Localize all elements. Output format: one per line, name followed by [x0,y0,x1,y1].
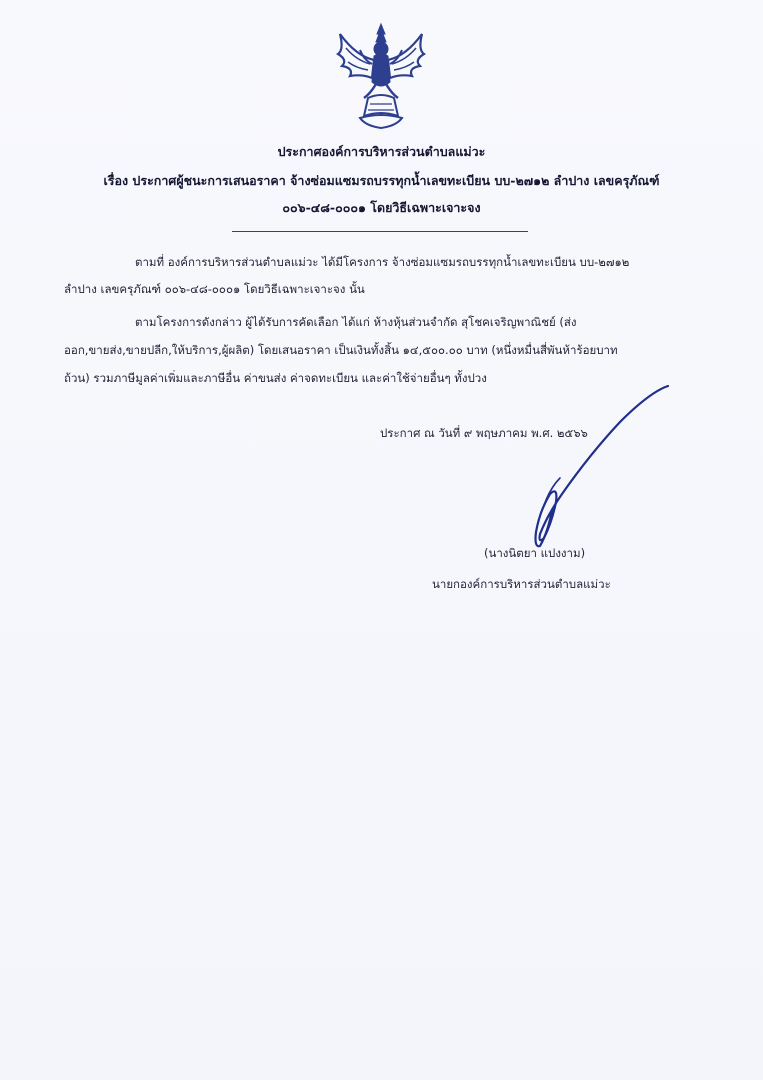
signer-position: นายกองค์การบริหารส่วนตำบลแม่วะ [432,577,611,591]
announcement-subject-cont: ๐๐๖-๔๘-๐๐๐๑ โดยวิธีเฉพาะเจาะจง [282,200,481,215]
paragraph-1-line-1: ตามที่ องค์การบริหารส่วนตำบลแม่วะ ได้มีโครงการ จ้างซ่อมแซมรถบรรทุกน้ำเลขทะเบียน บบ-๒๗๑๒ [135,255,630,269]
paragraph-1-line-2: ลำปาง เลขครุภัณฑ์ ๐๐๖-๔๘-๐๐๐๑ โดยวิธีเฉพาะเจาะจง นั้น [64,282,365,296]
announcement-date: ประกาศ ณ วันที่ ๙ พฤษภาคม พ.ศ. ๒๕๖๖ [380,426,588,440]
paragraph-2-line-2: ออก,ขายส่ง,ขายปลีก,ให้บริการ,ผู้ผลิต) โดยเสนอราคา เป็นเงินทั้งสิ้น ๑๔,๕๐๐.๐๐ บาท (หนึ่งหมื่นสี่พันห้าร้อยบาท [64,343,618,357]
signature-mark [500,382,672,552]
paragraph-2-line-3: ถ้วน) รวมภาษีมูลค่าเพิ่มและภาษีอื่น ค่าขนส่ง ค่าจดทะเบียน และค่าใช้จ่ายอื่นๆ ทั้งปวง [64,371,487,385]
announcement-subject: เรื่อง ประกาศผู้ชนะการเสนอราคา จ้างซ่อมแซมรถบรรทุกน้ำเลขทะเบียน บบ-๒๗๑๒ ลำปาง เลขครุภัณฑ์ [103,173,660,188]
signer-name: (นางนิตยา แปงงาม) [484,546,586,560]
garuda-emblem-icon [330,20,432,132]
header-divider [232,231,528,232]
paragraph-2-line-1: ตามโครงการดังกล่าว ผู้ได้รับการคัดเลือก ได้แก่ ห้างหุ้นส่วนจำกัด สุโชคเจริญพาณิชย์ (ส่ง [135,315,577,329]
announcement-title: ประกาศองค์การบริหารส่วนตำบลแม่วะ [277,144,486,159]
